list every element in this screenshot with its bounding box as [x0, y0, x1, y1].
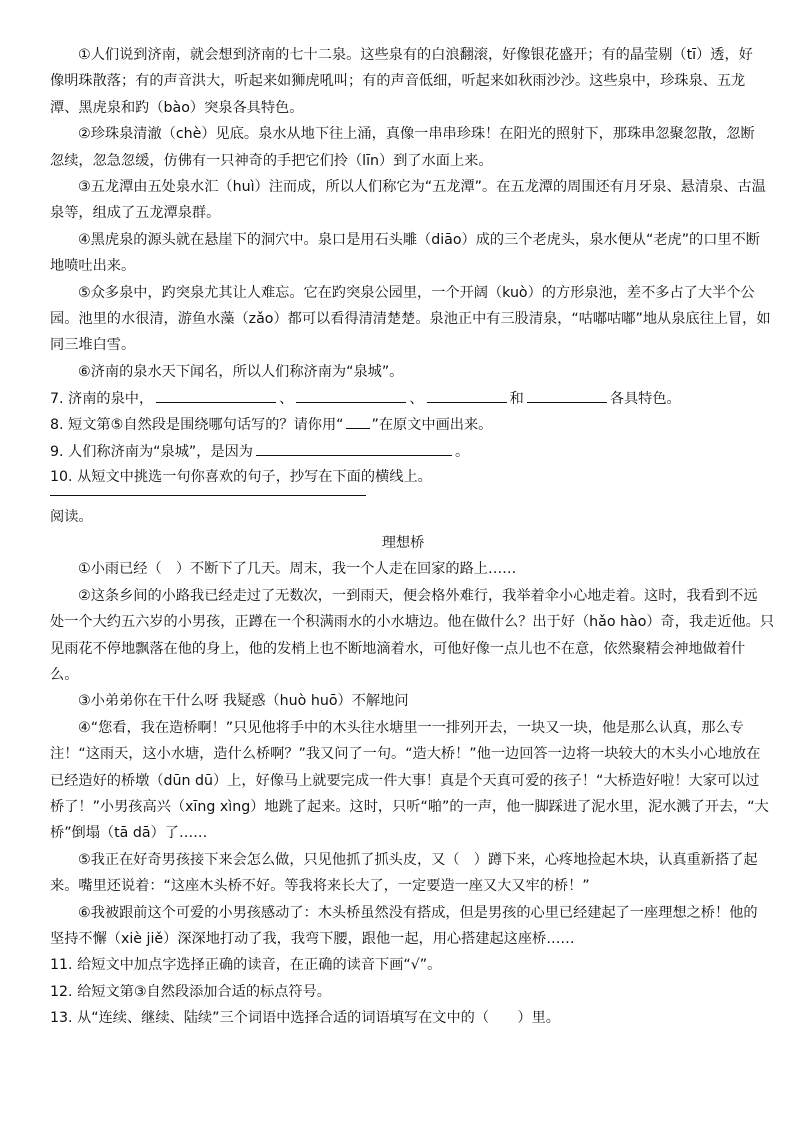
- paragraph-line: ⑥济南的泉水天下闻名，所以人们称济南为“泉城”。: [78, 363, 404, 380]
- paragraph-line: ①人们说到济南，就会想到济南的七十二泉。这些泉有的白浪翻滚，好像银花盛开；有的晶莹剔（tī）透，好: [78, 47, 753, 63]
- passage-jinan-springs: [50, 42, 771, 385]
- paragraph-line: 已经造好的桥墩（dūn dū）上，好像马上就要完成一件大事！真是个天真可爱的孩子！“大桥造好啦！大家可以过: [50, 772, 760, 789]
- question-13: 13. 从“连续、继续、陆续”三个词语中选择合适的词语填写在文中的（ ）里。: [50, 1010, 560, 1027]
- paragraph-line: 见雨花不停地飘落在他的身上，他的发梢上也不断地滴着水，可他好像一点儿也不在意，依然聚精会神地做着什: [50, 640, 746, 657]
- underline-sample: [346, 411, 370, 429]
- paragraph-line: 处一个大约五六岁的小男孩，正蹲在一个积满雨水的小水塘边。他在做什么？出于好（hǎo hào）奇，我走近他。只: [50, 614, 775, 631]
- question-11: 11. 给短文中加点字选择正确的读音，在正确的读音下画“√”。: [50, 957, 442, 974]
- question-7-suffix: 各具特色。: [609, 391, 681, 408]
- question-8: [50, 411, 756, 437]
- paragraph-line: ④黑虎泉的源头就在悬崖下的洞穴中。泉口是用石头雕（diāo）成的三个老虎头，泉水便从“老虎”的口里不断: [78, 231, 760, 248]
- question-7: [50, 385, 756, 411]
- paragraph-line: ②这条乡间的小路我已经走过了无数次，一到雨天，便会格外难行，我举着伞小心地走着。这时，我看到不远: [78, 587, 758, 604]
- paragraph-line: ⑤我正在好奇男孩接下来会怎么做，只见他抓了抓头皮，又（ ）蹲下来，心疼地捡起木块，认真重新搭了起: [78, 851, 758, 868]
- question-8-suffix: ”在原文中画出来。: [371, 417, 493, 434]
- question-7-prefix: 7. 济南的泉中，: [50, 391, 154, 408]
- answer-blank-7c[interactable]: [427, 385, 507, 403]
- paragraph-line: 地喷吐出来。: [50, 258, 136, 275]
- paragraph-line: 像明珠散落；有的声音洪大，听起来如狮虎吼叫；有的声音低细，听起来如秋雨沙沙。这些泉中，珍珠泉、五龙: [50, 73, 746, 90]
- worksheet-page: [50, 42, 775, 1031]
- passage-title: 理想桥: [381, 535, 425, 552]
- question-9-prefix: 9. 人们称济南为“泉城”，是因为: [50, 443, 253, 460]
- question-7-sep: 和: [509, 391, 524, 408]
- paragraph-line: ④“您看，我在造桥啊！”只见他将手中的木头往水塘里一一排列开去，一块又一块，他是那么认真，那么专: [78, 719, 744, 736]
- paragraph-line: 来。嘴里还说着：“这座木头桥不好。等我将来长大了，一定要造一座又大又牢的桥！”: [50, 878, 590, 895]
- paragraph-line: 坚持不懈（xiè jiě）深深地打动了我，我弯下腰，跟他一起，用心搭建起这座桥……: [50, 930, 575, 947]
- paragraph-line: ⑥我被跟前这个可爱的小男孩感动了：木头桥虽然没有搭成，但是男孩的心里已经建起了一座理想之桥！他的: [78, 904, 758, 921]
- paragraph-line: ③小弟弟你在干什么呀 我疑惑（huò huō）不解地问: [78, 693, 409, 710]
- paragraph-line: ②珍珠泉清澈（chè）见底。泉水从地下往上涌，真像一串串珍珠！在阳光的照射下，那珠串忽聚忽散，忽断: [78, 126, 755, 143]
- paragraph-line: ①小雨已经（ ）不断下了几天。周末，我一个人走在回家的路上……: [78, 561, 517, 578]
- paragraph-line: 桥了！”小男孩高兴（xīng xìng）地跳了起来。这时，只听“啪”的一声，他一脚踩进了泥水里，泥水溅了开去，“大: [50, 798, 769, 815]
- answer-blank-7a[interactable]: [156, 385, 276, 403]
- paragraph-line: 注！“这雨天，这小水塘，造什么桥啊？”我又问了一句。“造大桥！”他一边回答一边将一块较大的木头小心地放在: [50, 746, 761, 763]
- paragraph-line: 桥”倒塌（tā dā）了……: [50, 825, 208, 842]
- paragraph-line: 泉等，组成了五龙潭泉群。: [50, 205, 221, 222]
- paragraph-line: 么。: [50, 666, 79, 683]
- paragraph-line: 潭、黑虎泉和趵（bào）突泉各具特色。: [50, 99, 304, 116]
- question-9: [50, 438, 756, 464]
- paragraph-line: ⑤众多泉中，趵突泉尤其让人难忘。它在趵突泉公园里，一个开阔（kuò）的方形泉池，差不多占了大半个公: [78, 284, 755, 301]
- question-9-suffix: 。: [455, 443, 470, 460]
- question-8-prefix: 8. 短文第⑤自然段是围绕哪句话写的？请你用“: [50, 417, 344, 434]
- question-7-sep: 、: [279, 391, 294, 408]
- paragraph-line: 园。池里的水很清，游鱼水藻（zǎo）都可以看得清清楚楚。泉池正中有三股清泉，“咕嘟咕嘟”地从泉底往上冒，如: [50, 310, 771, 327]
- answer-blank-9[interactable]: [256, 438, 452, 456]
- question-10: 10. 从短文中挑选一句你喜欢的句子，抄写在下面的横线上。: [50, 469, 432, 486]
- question-12: 12. 给短文第③自然段添加合适的标点符号。: [50, 983, 331, 1000]
- reading-label: 阅读。: [50, 508, 93, 525]
- answer-blank-7b[interactable]: [296, 385, 406, 403]
- paragraph-line: 同三堆白雪。: [50, 337, 136, 354]
- passage-ideal-bridge: [50, 556, 775, 952]
- paragraph-line: ③五龙潭由五处泉水汇（huì）注而成，所以人们称它为“五龙潭”。在五龙潭的周围还有月牙泉、悬清泉、古温: [78, 178, 766, 195]
- answer-line-10[interactable]: [50, 491, 756, 504]
- question-7-sep: 、: [409, 391, 424, 408]
- paragraph-line: 忽续，忽急忽缓，仿佛有一只神奇的手把它们拎（līn）到了水面上来。: [50, 152, 493, 169]
- answer-blank-7d[interactable]: [527, 385, 607, 403]
